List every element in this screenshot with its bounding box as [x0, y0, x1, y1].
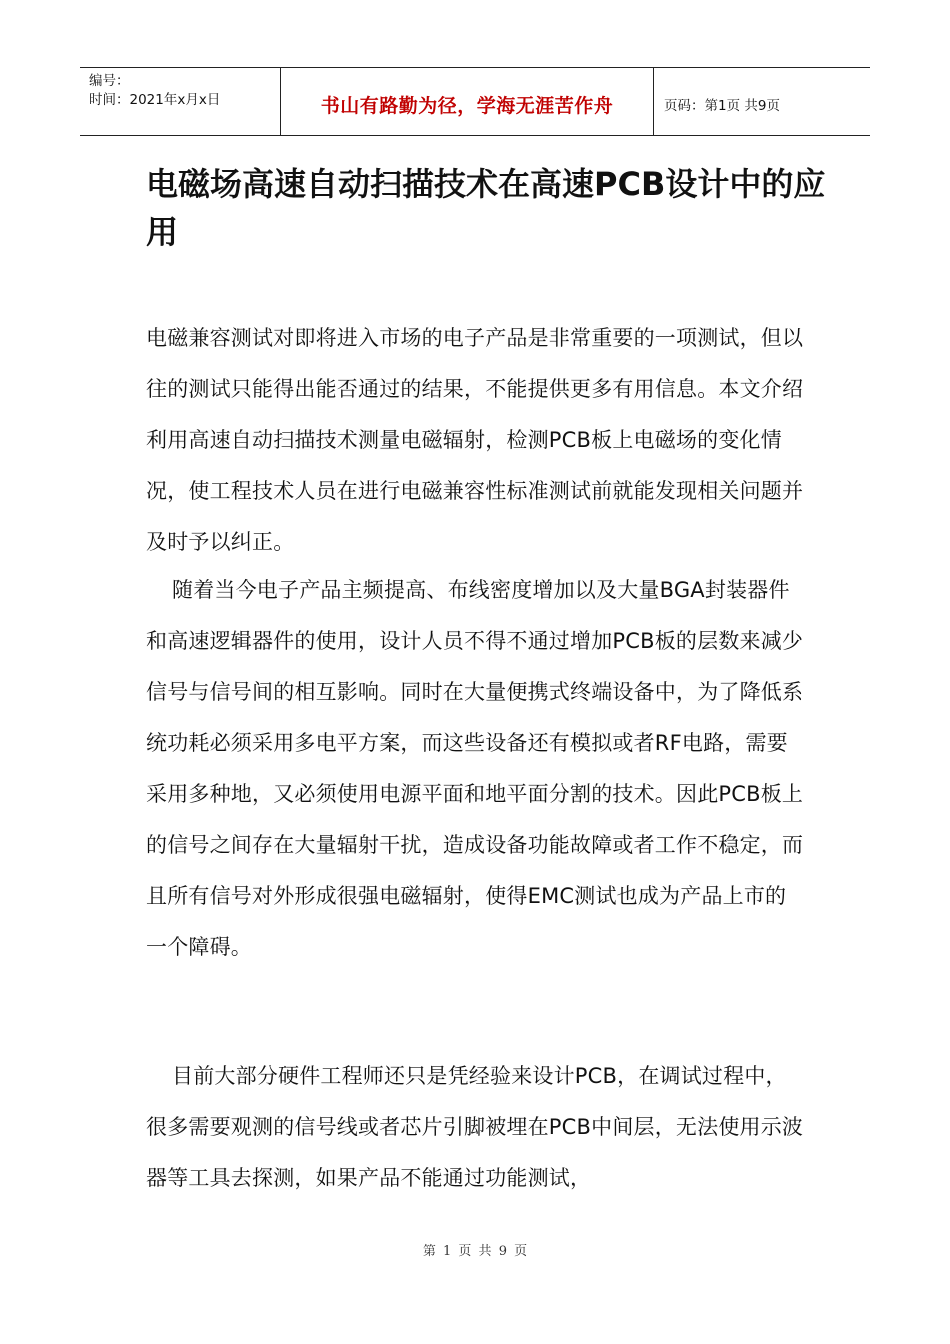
document-header: [80, 67, 870, 136]
header-page-cell: [654, 68, 870, 135]
page-footer: 第 1 页 共 9 页: [422, 1244, 528, 1259]
body-paragraph: 随着当今电子产品主频提高、布线密度增加以及大量BGA封装器件和高速逻辑器件的使用，设计人员不得不通过增加PCB板的层数来减少信号与信号间的相互影响。同时在大量便携式终端设备中，为了降低系统功耗必须采用多电平方案，而这些设备还有模拟或者RF电路，需要采用多种地，又必须使用电源平面和地平面分割的技术。因此PCB板上的信号之间存在大量辐射干扰，造成设备功能故障或者工作不稳定，而且所有信号对外形成很强电磁辐射，使得EMC测试也成为产品上市的一个障碍。: [146, 578, 804, 959]
document-title: 电磁场高速自动扫描技术在高速PCB设计中的应用: [146, 165, 826, 251]
document-number-label: 编号：: [89, 73, 130, 89]
body-paragraph: 目前大部分硬件工程师还只是凭经验来设计PCB，在调试过程中，很多需要观测的信号线或者芯片引脚被埋在PCB中间层，无法使用示波器等工具去探测，如果产品不能通过功能测试，: [146, 1064, 804, 1190]
body-paragraph: 电磁兼容测试对即将进入市场的电子产品是非常重要的一项测试，但以往的测试只能得出能否通过的结果，不能提供更多有用信息。本文介绍利用高速自动扫描技术测量电磁辐射，检测PCB板上电磁场的变化情况，使工程技术人员在进行电磁兼容性标准测试前就能发现相关问题并及时予以纠正。: [146, 326, 804, 554]
header-motto-cell: [281, 68, 654, 135]
document-date-label: 时间：2021年x月x日: [89, 92, 221, 108]
header-motto: 书山有路勤为径，学海无涯苦作舟: [320, 95, 614, 117]
header-meta-cell: [80, 68, 281, 135]
header-page-info: 页码：第1页 共9页: [664, 97, 780, 114]
